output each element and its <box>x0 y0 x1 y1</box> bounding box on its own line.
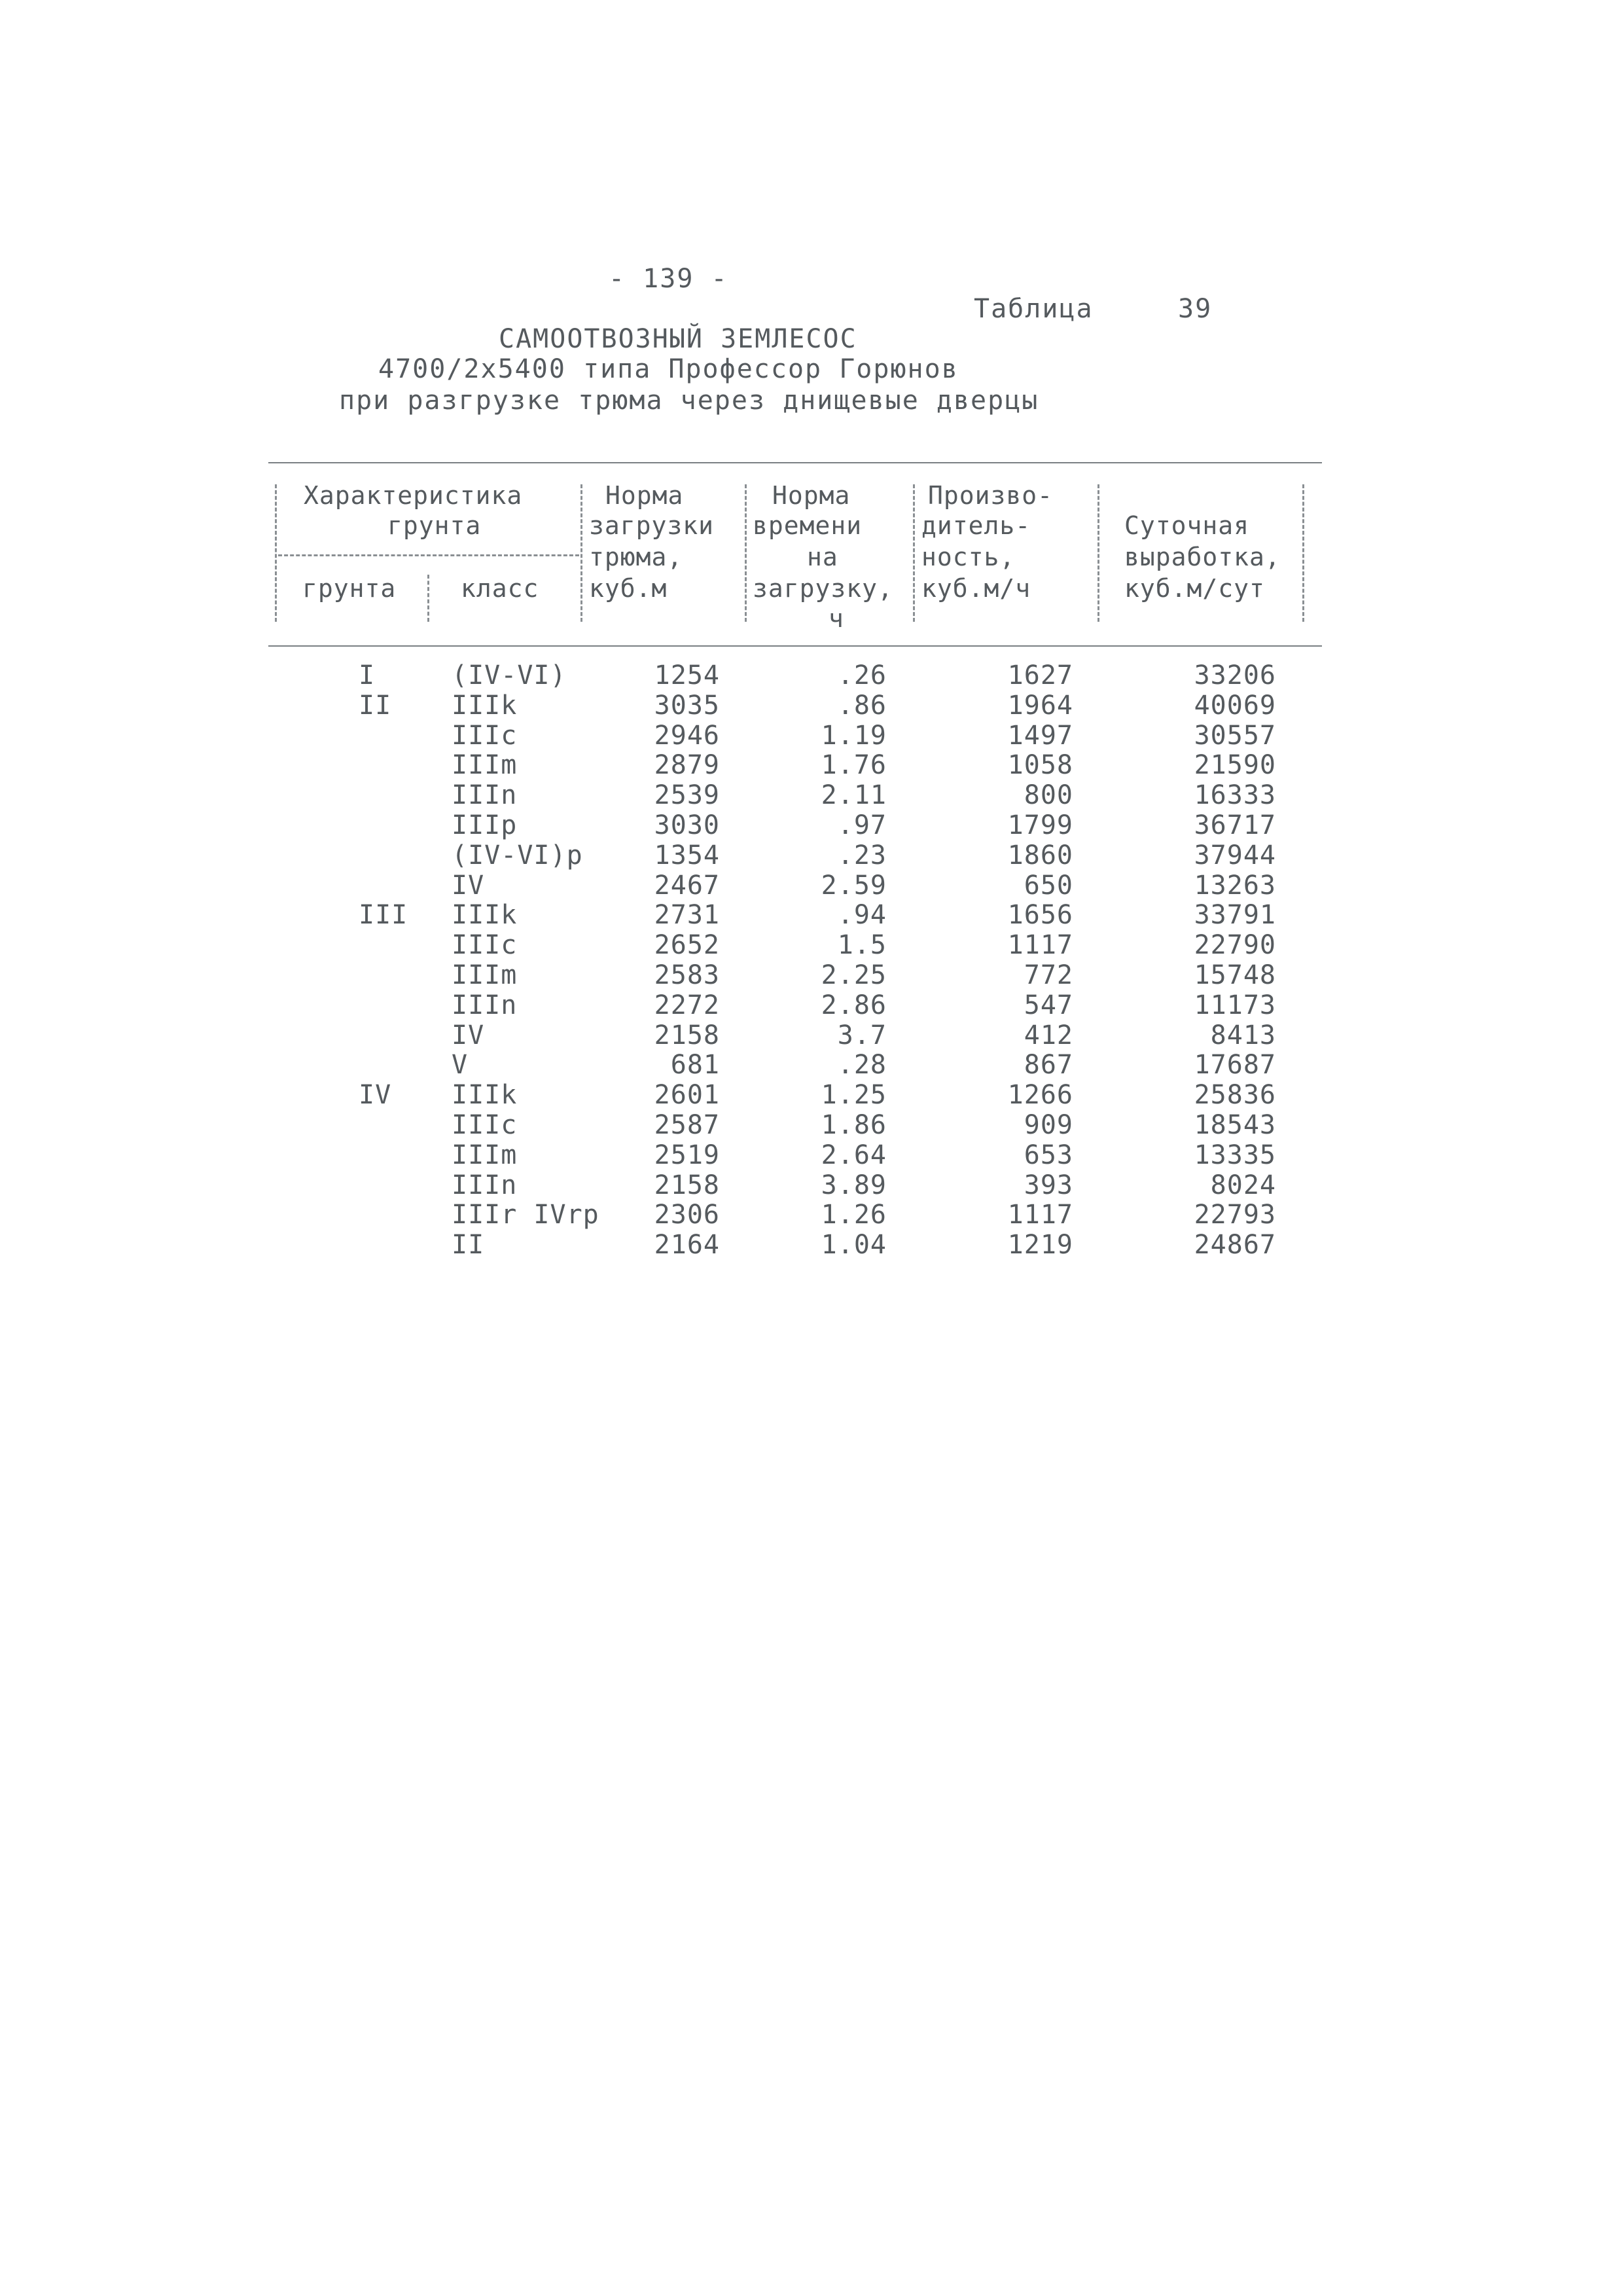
cell-load: 2519 <box>654 1140 720 1170</box>
cell-daily-output: 24867 <box>1194 1230 1276 1260</box>
cell-load: 2587 <box>654 1110 720 1140</box>
cell-daily-output: 21590 <box>1194 750 1276 780</box>
cell-daily-output: 18543 <box>1194 1110 1276 1140</box>
cell-daily-output: 30557 <box>1194 721 1276 751</box>
header-divider <box>427 575 429 622</box>
cell-daily-output: 8413 <box>1210 1020 1276 1050</box>
cell-load: 2731 <box>654 900 720 930</box>
table-top-rule <box>268 462 1322 463</box>
cell-time: .94 <box>837 900 887 930</box>
cell-class: IIIc <box>452 721 518 751</box>
cell-daily-output: 33206 <box>1194 660 1276 691</box>
cell-load: 2164 <box>654 1230 720 1260</box>
cell-time: .86 <box>837 691 887 721</box>
cell-load: 2583 <box>654 960 720 990</box>
table-number: 39 <box>1178 294 1213 324</box>
header-load-norm-3: трюма, <box>589 543 683 571</box>
cell-time: 1.5 <box>837 930 887 960</box>
header-load-norm-1: Норма <box>605 481 684 510</box>
cell-load: 1354 <box>654 840 720 870</box>
header-divider <box>1302 484 1304 622</box>
cell-time: 1.04 <box>821 1230 887 1260</box>
cell-time: 1.76 <box>821 750 887 780</box>
cell-group: III <box>359 900 408 930</box>
cell-daily-output: 15748 <box>1194 960 1276 990</box>
cell-class: IIIm <box>452 750 518 780</box>
cell-productivity: 1219 <box>1007 1230 1073 1260</box>
header-subgroup-dashes <box>278 554 579 556</box>
cell-load: 1254 <box>654 660 720 691</box>
cell-productivity: 909 <box>1024 1110 1073 1140</box>
header-time-norm-4: загрузку, <box>753 574 893 603</box>
header-divider <box>1097 484 1099 622</box>
header-time-norm-2: времени <box>753 511 863 540</box>
cell-time: 1.86 <box>821 1110 887 1140</box>
header-daily-output-2: выработка, <box>1124 543 1281 571</box>
cell-daily-output: 22790 <box>1194 930 1276 960</box>
header-productivity-3: ность, <box>921 543 1016 571</box>
cell-time: .97 <box>837 810 887 840</box>
cell-load: 2652 <box>654 930 720 960</box>
cell-group: II <box>359 691 392 721</box>
cell-time: 2.25 <box>821 960 887 990</box>
cell-productivity: 1860 <box>1007 840 1073 870</box>
cell-daily-output: 17687 <box>1194 1050 1276 1080</box>
header-daily-output-1: Суточная <box>1124 511 1250 540</box>
header-divider <box>913 484 915 622</box>
header-productivity-1: Произво- <box>928 481 1054 510</box>
cell-load: 2158 <box>654 1020 720 1050</box>
cell-class: IIIk <box>452 691 518 721</box>
title-line-1: САМООТВОЗНЫЙ ЗЕМЛЕСОС <box>499 324 857 354</box>
cell-load: 2879 <box>654 750 720 780</box>
table-header-bottom-rule <box>268 645 1322 647</box>
cell-time: 3.7 <box>837 1020 887 1050</box>
header-time-norm-3: на <box>807 543 838 571</box>
cell-class: IIIk <box>452 1080 518 1110</box>
header-divider <box>275 484 277 622</box>
cell-daily-output: 22793 <box>1194 1200 1276 1230</box>
cell-time: 2.11 <box>821 780 887 810</box>
cell-productivity: 1656 <box>1007 900 1073 930</box>
cell-load: 2539 <box>654 780 720 810</box>
cell-productivity: 653 <box>1024 1140 1073 1170</box>
cell-daily-output: 11173 <box>1194 990 1276 1020</box>
cell-load: 2601 <box>654 1080 720 1110</box>
cell-daily-output: 25836 <box>1194 1080 1276 1110</box>
cell-class: (IV-VI)p <box>452 840 583 870</box>
header-characteristic-2: грунта <box>387 511 482 540</box>
cell-productivity: 800 <box>1024 780 1073 810</box>
cell-time: 2.64 <box>821 1140 887 1170</box>
cell-load: 2467 <box>654 870 720 901</box>
header-characteristic: Характеристика <box>304 481 523 510</box>
title-line-3: при разгрузке трюма через днищевые дверцы <box>339 386 1039 416</box>
cell-class: IIIn <box>452 990 518 1020</box>
cell-time: 1.25 <box>821 1080 887 1110</box>
cell-time: 2.59 <box>821 870 887 901</box>
cell-load: 3030 <box>654 810 720 840</box>
header-daily-output-3: куб.м/сут <box>1124 574 1265 603</box>
table-label: Таблица <box>974 294 1094 324</box>
cell-productivity: 1627 <box>1007 660 1073 691</box>
header-time-norm-1: Норма <box>772 481 851 510</box>
cell-class: IIIm <box>452 960 518 990</box>
cell-load: 2272 <box>654 990 720 1020</box>
cell-class: IIIr IVrp <box>452 1200 599 1230</box>
cell-daily-output: 37944 <box>1194 840 1276 870</box>
header-productivity-4: куб.м/ч <box>921 574 1031 603</box>
cell-class: II <box>452 1230 485 1260</box>
cell-group: IV <box>359 1080 392 1110</box>
cell-load: 2306 <box>654 1200 720 1230</box>
cell-class: IIIc <box>452 930 518 960</box>
header-load-norm-4: куб.м <box>589 574 668 603</box>
cell-class: V <box>452 1050 469 1080</box>
cell-class: (IV-VI) <box>452 660 567 691</box>
cell-class: IIIn <box>452 780 518 810</box>
cell-load: 2158 <box>654 1170 720 1200</box>
cell-productivity: 1058 <box>1007 750 1073 780</box>
cell-productivity: 1799 <box>1007 810 1073 840</box>
cell-productivity: 1117 <box>1007 930 1073 960</box>
cell-time: .23 <box>837 840 887 870</box>
cell-load: 681 <box>670 1050 720 1080</box>
cell-class: IIIn <box>452 1170 518 1200</box>
header-load-norm-2: загрузки <box>589 511 715 540</box>
cell-productivity: 412 <box>1024 1020 1073 1050</box>
cell-daily-output: 13335 <box>1194 1140 1276 1170</box>
cell-load: 2946 <box>654 721 720 751</box>
cell-daily-output: 8024 <box>1210 1170 1276 1200</box>
cell-daily-output: 16333 <box>1194 780 1276 810</box>
page-number: - 139 - <box>609 264 728 294</box>
cell-productivity: 772 <box>1024 960 1073 990</box>
cell-class: IV <box>452 870 485 901</box>
cell-productivity: 650 <box>1024 870 1073 901</box>
cell-daily-output: 13263 <box>1194 870 1276 901</box>
cell-time: .28 <box>837 1050 887 1080</box>
cell-class: IIIp <box>452 810 518 840</box>
cell-productivity: 1117 <box>1007 1200 1073 1230</box>
header-divider <box>745 484 747 622</box>
cell-daily-output: 36717 <box>1194 810 1276 840</box>
cell-productivity: 867 <box>1024 1050 1073 1080</box>
header-col-class: класс <box>461 574 539 603</box>
cell-class: IIIk <box>452 900 518 930</box>
cell-daily-output: 33791 <box>1194 900 1276 930</box>
cell-productivity: 1497 <box>1007 721 1073 751</box>
cell-group: I <box>359 660 376 691</box>
cell-productivity: 1964 <box>1007 691 1073 721</box>
title-line-2: 4700/2х5400 типа Профессор Горюнов <box>378 354 959 384</box>
cell-daily-output: 40069 <box>1194 691 1276 721</box>
cell-load: 3035 <box>654 691 720 721</box>
cell-productivity: 393 <box>1024 1170 1073 1200</box>
cell-class: IIIm <box>452 1140 518 1170</box>
cell-time: 2.86 <box>821 990 887 1020</box>
header-time-norm-5: ч <box>829 604 844 633</box>
header-productivity-2: дитель- <box>921 511 1031 540</box>
cell-productivity: 1266 <box>1007 1080 1073 1110</box>
cell-time: 3.89 <box>821 1170 887 1200</box>
header-divider <box>580 484 582 622</box>
cell-time: 1.26 <box>821 1200 887 1230</box>
header-col-group: грунта <box>302 574 397 603</box>
cell-time: .26 <box>837 660 887 691</box>
cell-class: IV <box>452 1020 485 1050</box>
cell-productivity: 547 <box>1024 990 1073 1020</box>
cell-class: IIIc <box>452 1110 518 1140</box>
cell-time: 1.19 <box>821 721 887 751</box>
